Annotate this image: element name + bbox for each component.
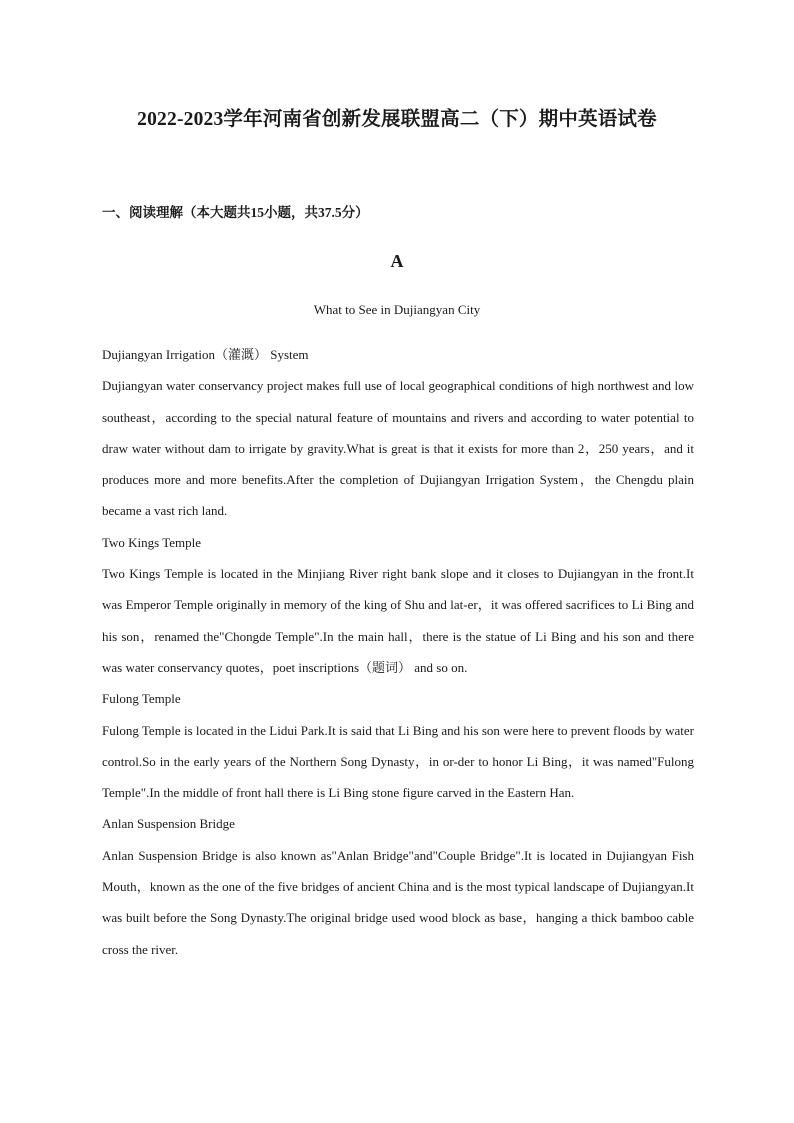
paragraph-anlan-bridge: Anlan Suspension Bridge is also known as"Anlan Bridge"and"Couple Bridge".It is located in Dujiangyan Fish Mouth，known as the one of the five bridges of ancient China and is the most typical landscape of Dujiangyan.It was built before the Song Dynasty.The original bridge used wood block as base，hanging a thick bamboo cable cross the river.	[102, 847, 694, 957]
paragraph-dujiangyan-irrigation: Dujiangyan water conservancy project makes full use of local geographical conditions of high northwest and low southeast，according to the special natural feature of mountains and rivers and according to water potential to draw water without dam to irrigate by gravity.What is great is that it exists for more than 2，250 years，and it produces more and more benefits.After the completion of Dujiangyan Irrigation System，the Chengdu plain became a vast rich land.	[102, 378, 694, 519]
passage-title: What to See in Dujiangyan City	[313, 302, 481, 317]
heading-two-kings-temple: Two Kings Temple	[102, 534, 202, 550]
paragraph-fulong-temple: Fulong Temple is located in the Lidui Park.It is said that Li Bing and his son were here to prevent floods by water control.So in the early years of the Northern Song Dynasty，in or-der to honor Li Bing，it was named"Fulong Temple".In the middle of front hall there is Li Bing stone figure carved in the Eastern Han.	[102, 722, 694, 801]
heading-anlan-bridge: Anlan Suspension Bridge	[102, 816, 235, 832]
heading-dujiangyan-irrigation: Dujiangyan Irrigation（灌溉） System	[102, 347, 309, 362]
exam-title: 2022-2023学年河南省创新发展联盟高二（下）期中英语试卷	[137, 109, 657, 130]
part-label: A	[390, 251, 404, 271]
section-heading: 一、阅读理解（本大题共15小题，共37.5分）	[102, 205, 369, 220]
paragraph-two-kings-temple: Two Kings Temple is located in the Minjiang River right bank slope and it closes to Dujiangyan in the front.It was Emperor Temple originally in memory of the king of Shu and lat-er，it was offered sacrifices to Li Bing and his son，renamed the"Chongde Temple".In the main hall，there is the statue of Li Bing and his son and there was water conservancy quotes，poet inscriptions（题词） and so on.	[102, 566, 694, 675]
passage-body	[102, 339, 694, 965]
heading-fulong-temple: Fulong Temple	[102, 691, 181, 707]
